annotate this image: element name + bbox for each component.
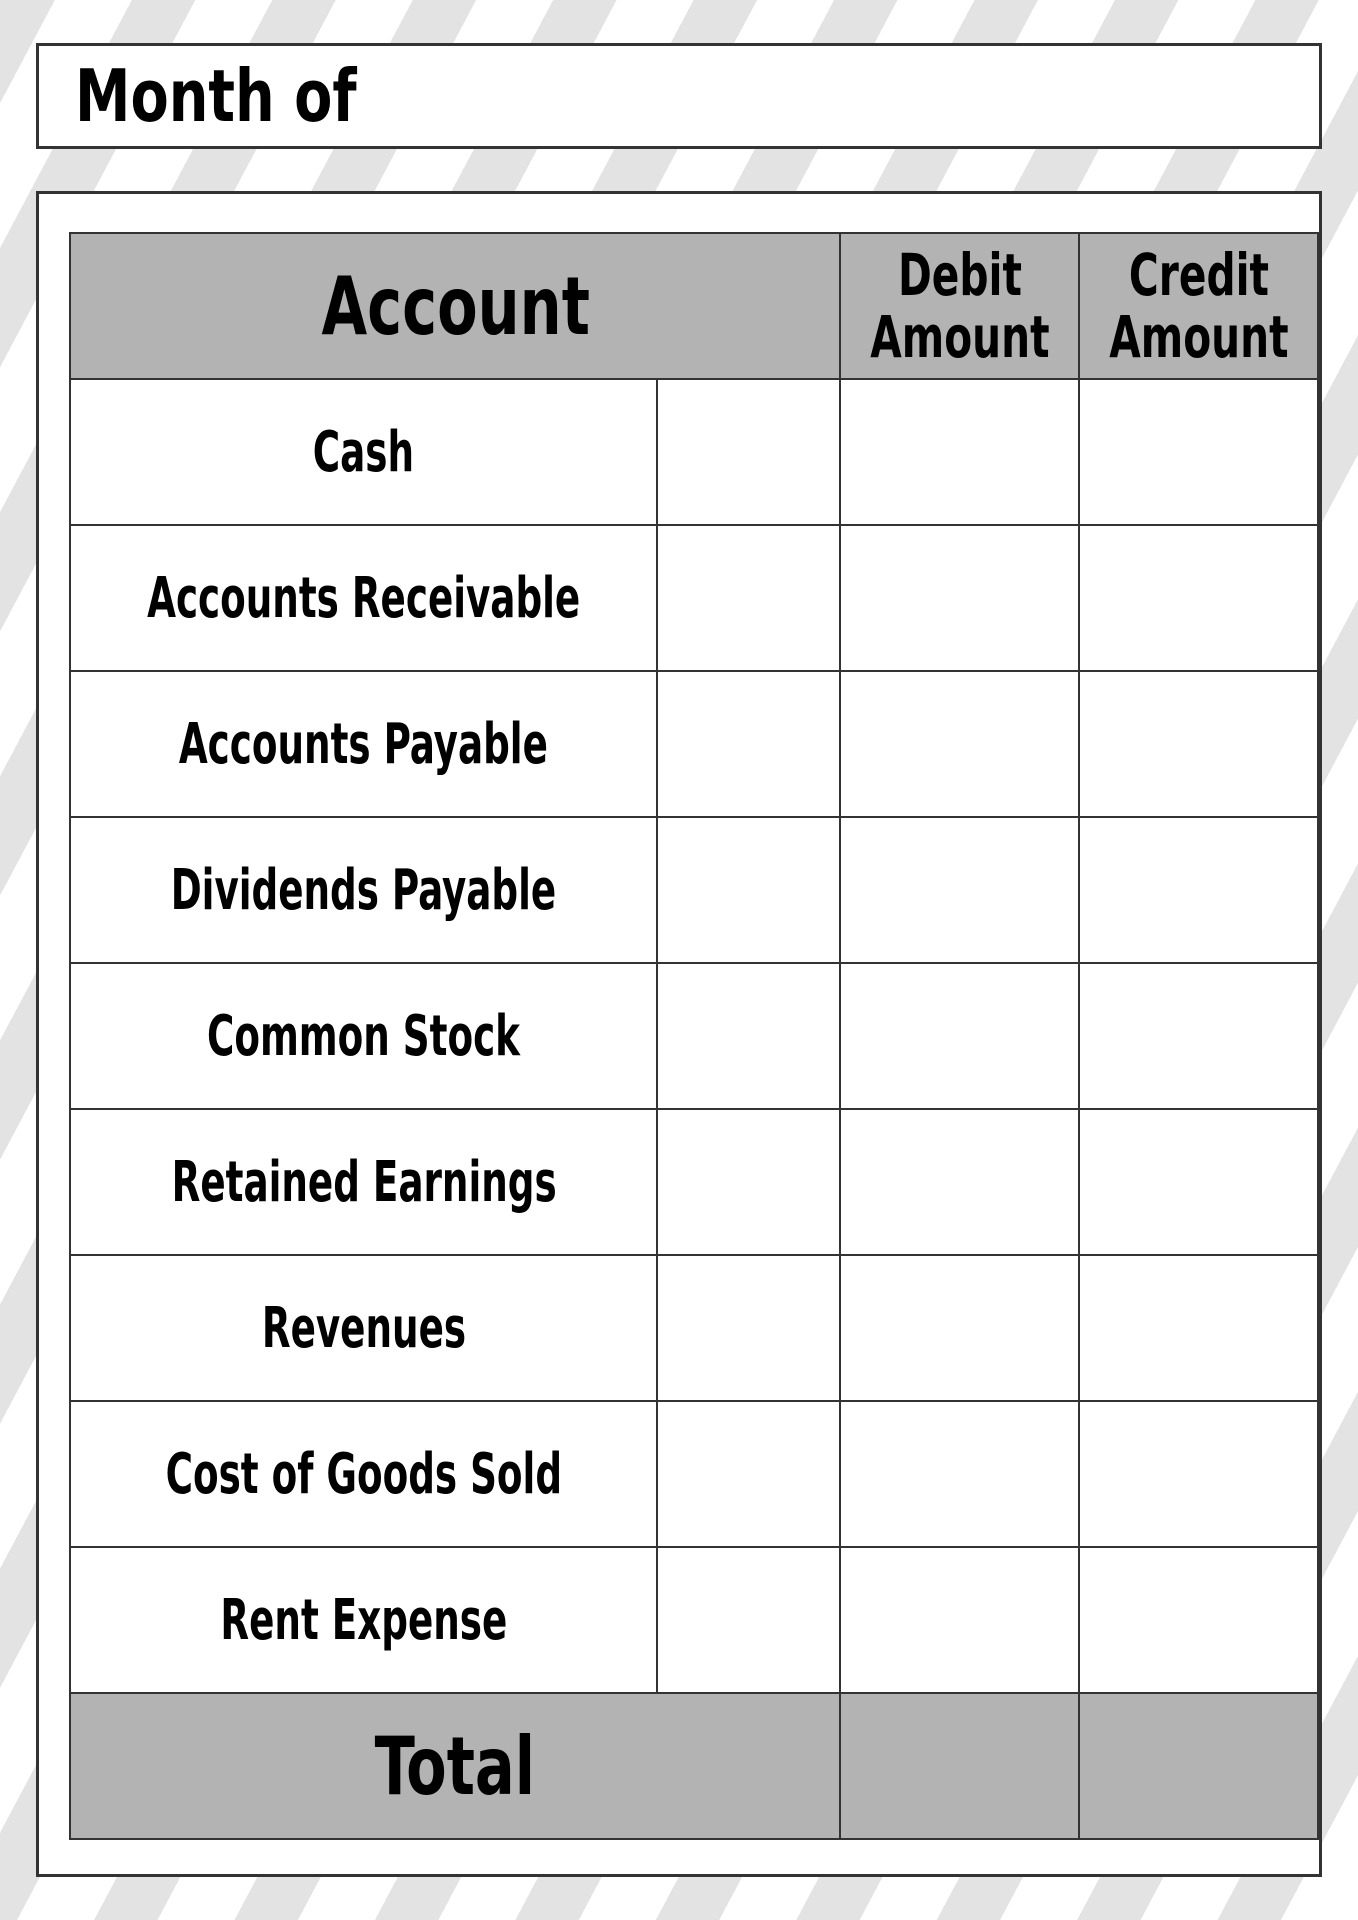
account-detail-cell[interactable] [657, 1401, 840, 1547]
table-row [70, 1109, 1318, 1255]
account-name-cell [70, 1401, 657, 1547]
credit-amount-cell[interactable] [1079, 671, 1318, 817]
debit-amount-cell[interactable] [840, 379, 1079, 525]
account-name-cell [70, 379, 657, 525]
account-detail-cell[interactable] [657, 817, 840, 963]
credit-header-line1: Credit [1128, 241, 1269, 309]
credit-amount-cell[interactable] [1079, 817, 1318, 963]
table-row [70, 379, 1318, 525]
account-name-cell [70, 671, 657, 817]
account-name-cell [70, 963, 657, 1109]
debit-amount-cell[interactable] [840, 963, 1079, 1109]
total-label: Total [375, 1719, 536, 1813]
table-row [70, 1255, 1318, 1401]
credit-total-cell[interactable] [1079, 1693, 1318, 1839]
credit-amount-cell[interactable] [1079, 1401, 1318, 1547]
account-name: Rent Expense [220, 1587, 508, 1653]
table-row [70, 963, 1318, 1109]
account-detail-cell[interactable] [657, 1109, 840, 1255]
credit-amount-cell[interactable] [1079, 1255, 1318, 1401]
account-detail-cell[interactable] [657, 963, 840, 1109]
table-row [70, 1547, 1318, 1693]
table-row [70, 671, 1318, 817]
account-detail-cell[interactable] [657, 1255, 840, 1401]
account-name-cell [70, 1109, 657, 1255]
account-name-cell [70, 525, 657, 671]
table-row [70, 817, 1318, 963]
account-detail-cell[interactable] [657, 671, 840, 817]
account-name: Common Stock [207, 1003, 521, 1069]
debit-total-cell[interactable] [840, 1693, 1079, 1839]
account-name: Accounts Receivable [147, 565, 581, 631]
trial-balance-card [36, 191, 1322, 1877]
credit-amount-cell[interactable] [1079, 963, 1318, 1109]
debit-header-line1: Debit [897, 241, 1022, 309]
credit-amount-cell[interactable] [1079, 525, 1318, 671]
credit-amount-cell[interactable] [1079, 1109, 1318, 1255]
credit-header-label [1108, 241, 1289, 371]
debit-amount-cell[interactable] [840, 525, 1079, 671]
credit-header-line2: Amount [1108, 303, 1289, 371]
debit-amount-cell[interactable] [840, 1255, 1079, 1401]
account-column-header [70, 233, 840, 379]
total-row [70, 1693, 1318, 1839]
debit-header-label [870, 241, 1050, 371]
account-name-cell [70, 817, 657, 963]
month-of-field[interactable] [36, 43, 1322, 149]
debit-amount-cell[interactable] [840, 1401, 1079, 1547]
credit-amount-cell[interactable] [1079, 1547, 1318, 1693]
account-name: Dividends Payable [170, 857, 557, 923]
debit-amount-cell[interactable] [840, 1109, 1079, 1255]
debit-amount-cell[interactable] [840, 671, 1079, 817]
table-row [70, 525, 1318, 671]
trial-balance-table [69, 232, 1319, 1840]
debit-amount-cell[interactable] [840, 817, 1079, 963]
account-header-label: Account [320, 259, 590, 353]
account-name: Accounts Payable [179, 711, 549, 777]
account-detail-cell[interactable] [657, 379, 840, 525]
account-name: Cost of Goods Sold [165, 1441, 562, 1507]
table-header-row [70, 233, 1318, 379]
credit-column-header [1079, 233, 1318, 379]
account-name-cell [70, 1255, 657, 1401]
debit-header-line2: Amount [870, 303, 1050, 371]
account-name: Retained Earnings [171, 1149, 557, 1215]
month-of-label: Month of [75, 54, 357, 138]
account-name: Cash [313, 419, 415, 485]
debit-amount-cell[interactable] [840, 1547, 1079, 1693]
account-detail-cell[interactable] [657, 1547, 840, 1693]
table-row [70, 1401, 1318, 1547]
account-detail-cell[interactable] [657, 525, 840, 671]
account-name: Revenues [261, 1295, 466, 1361]
total-label-cell [70, 1693, 840, 1839]
debit-column-header [840, 233, 1079, 379]
account-name-cell [70, 1547, 657, 1693]
credit-amount-cell[interactable] [1079, 379, 1318, 525]
